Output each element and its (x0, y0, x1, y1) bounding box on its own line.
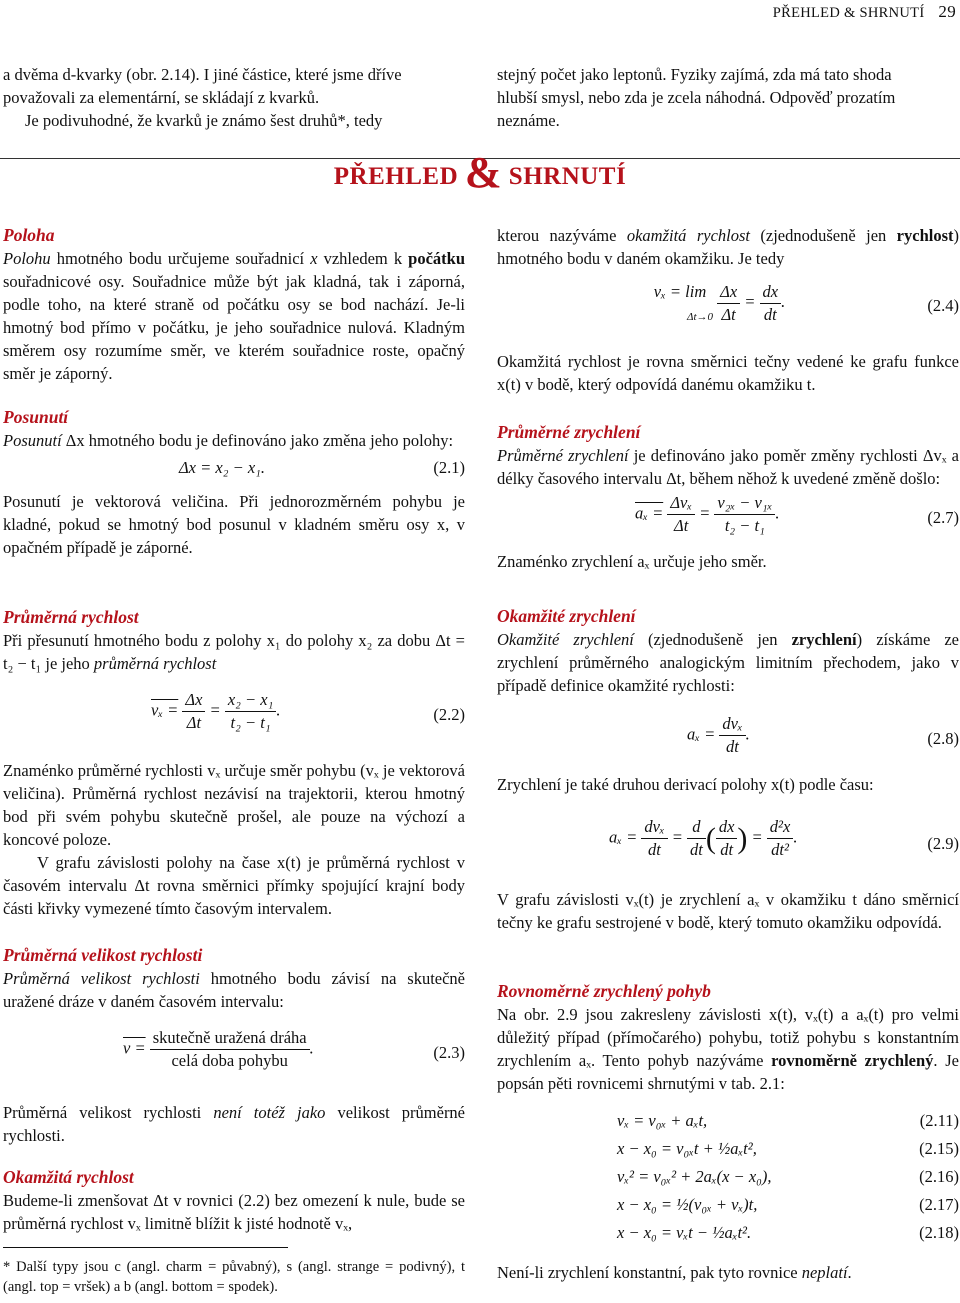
section-title: Posunutí (3, 407, 69, 427)
section-title: Rovnoměrně zrychlený pohyb (497, 981, 711, 1001)
paragraph: Znaménko zrychlení aₓ určuje jeho směr. (497, 552, 767, 571)
section-rovnomerne-zrychleny (497, 980, 959, 1284)
equation-2-15: x − x₀ = v₀ₓt + ½aₓt², (617, 1139, 757, 1158)
running-header-title: PŘEHLED & SHRNUTÍ (772, 5, 925, 21)
banner-title: PŘEHLED & SHRNUTÍ (326, 161, 634, 188)
section-prumerne-zrychleni (497, 421, 959, 573)
paragraph: Znaménko průměrné rychlosti vₓ určuje směr pohybu (vₓ je vektorová veličina). Průměrná rychlost nezávisí na trajektorii, kterou hmotný bod při svém pohybu skutečně prošel, ale pouze na výchozí a koncové poloze. (3, 761, 465, 849)
text-line: a dvěma d-kvarky (obr. 2.14). I jiné částice, které jsme dříve (3, 65, 402, 84)
text-line: Je podivuhodné, že kvarků je známo šest druhů*, tedy (25, 111, 383, 130)
section-okamzita-rychlost (3, 1166, 465, 1235)
top-left-text (3, 63, 465, 132)
paragraph: Zrychlení je také druhou derivací polohy x(t) podle času: (497, 775, 874, 794)
section-title: Průměrná rychlost (3, 607, 139, 627)
section-okamzite-zrychleni (497, 605, 959, 934)
section-poloha (3, 224, 465, 385)
footnote-rule (3, 1247, 288, 1248)
top-right-text (497, 63, 959, 132)
paragraph: Okamžitá rychlost je rovna směrnici tečny vedené ke grafu funkce x(t) v bodě, který odpovídá danému okamžiku t. (497, 352, 959, 394)
paragraph: Na obr. 2.9 jsou zakresleny závislosti x(t), vₓ(t) a aₓ(t) pro velmi důležitý případ (přímočarého) pohybu, totiž pohybu s konstantním zrychlením aₓ. Tento pohyb nazýváme rovnoměrně zrychlený. Je popsán pěti rovnicemi shrnutými v tab. 2.1: (497, 1005, 959, 1093)
paragraph: Průměrné zrychlení je definováno jako poměr změny rychlosti Δvₓ a délky časového intervalu Δt, během něhož k uvedené změně došlo: (497, 446, 959, 488)
paragraph: Průměrná velikost rychlosti hmotného bodu závisí na skutečně uražené dráze v daném časovém intervalu: (3, 969, 465, 1011)
paragraph: V grafu závislosti polohy na čase x(t) je průměrná rychlost v časovém intervalu Δt rovna směrnici přímky spojující krajní body části křivky vymezené tímto časovým intervalem. (3, 853, 465, 918)
equation-2-7: aₓ = $\frac{\text{Δvₓ}}{\Delta t}$ = $\frac{\text{v₂ₓ − v₁ₓ}}{\text{t₂ − t₁}}$ . (2.7) (635, 493, 959, 535)
section-title: Okamžitá rychlost (3, 1167, 134, 1187)
paragraph: V grafu závislosti vₓ(t) je zrychlení aₓ v okamžiku t dáno směrnicí tečny ke grafu sestrojené v bodě, který tomuto okamžiku odpovídá. (497, 890, 959, 932)
section-prumerna-rychlost (3, 606, 465, 920)
equation-list: vₓ = v₀ₓ + aₓt, (2.11) x − x₀ = v₀ₓt + ½aₓt², (2.15) vₓ² = v₀ₓ² + 2aₓ(x − x₀), (2.16) x − x₀ = ½(v₀ₓ + vₓ)t, (2.17) x − x₀ = vₓt − ½aₓt². (2.18) (617, 1111, 959, 1242)
running-header (773, 0, 956, 25)
equation-2-8: aₓ = $\frac{\text{dvₓ}}{dt}$ . (2.8) (687, 714, 959, 756)
equation-2-11: vₓ = v₀ₓ + aₓt, (617, 1111, 708, 1130)
equation-2-3: v = $\frac{\text{skutečně uražená dráha}}{\text{celá doba pohybu}}$ . (2.3) (123, 1028, 465, 1070)
text-line: považovali za elementární, se skládají z kvarků. (3, 88, 320, 107)
section-okamzita-rychlost-cont (497, 224, 959, 396)
text-line: neznáme. (497, 111, 560, 130)
equation-2-2: vₓ = $\frac{\Delta x}{\Delta t}$ = $\frac{\text{x₂ − x₁}}{\text{t₂ − t₁}}$ . (2.2) (151, 690, 465, 732)
footnote: * Další typy jsou c (angl. charm = půvabný), s (angl. strange = podivný), t (angl. top = vršek) a b (angl. bottom = spodek). (3, 1259, 465, 1295)
paragraph: Polohu hmotného bodu určujeme souřadnicí x vzhledem k počátku souřadnicové osy. Souřadnice může být jak kladná, tak i záporná, podle toho, na které straně od počátku osy se bod nachází. Je-li hmotný bod přímo v počátku, je jeho souřadnice nulová. Kladným směrem osy rozumíme směr, ve kterém souřadnice roste, opačný směr je záporný. (3, 249, 466, 383)
paragraph: Posunutí je vektorová veličina. Při jednorozměrném pohybu je kladné, pokud se hmotný bod posunul v kladném směru osy x, v opačném případě je záporné. (3, 492, 465, 557)
equation-2-17: x − x₀ = ½(v₀ₓ + vₓ)t, (617, 1195, 758, 1214)
equation-2-16: vₓ² = v₀ₓ² + 2aₓ(x − x₀), (617, 1167, 772, 1186)
section-title: Průměrné zrychlení (497, 422, 641, 442)
section-banner (0, 148, 960, 201)
paragraph: Okamžité zrychlení (zjednodušeně jen zrychlení) získáme ze zrychlení průměrného analogickým limitním přechodem, jako v případě definice okamžité rychlosti: (497, 630, 959, 695)
paragraph: kterou nazýváme okamžitá rychlost (zjednodušeně jen rychlost) hmotného bodu v daném okamžiku. Je tedy (497, 226, 959, 268)
section-title: Okamžité zrychlení (497, 606, 636, 626)
paragraph: Posunutí Δx hmotného bodu je definováno jako změna jeho polohy: (3, 431, 454, 450)
paragraph: Průměrná velikost rychlosti není totéž jako velikost průměrné rychlosti. (3, 1103, 466, 1145)
section-posunuti (3, 406, 465, 559)
paragraph: Budeme-li zmenšovat Δt v rovnici (2.2) bez omezení k nule, bude se průměrná rychlost vₓ limitně blížit k jisté hodnotě vₓ, (3, 1191, 465, 1233)
section-prumerna-velikost (3, 944, 465, 1147)
section-title: Průměrná velikost rychlosti (3, 945, 203, 965)
equation-2-9: aₓ = $\frac{\text{dvₓ}}{dt}$ = $\frac{d}{dt}$ ( $\frac{dx}{dt}$ ) = $\frac{\text{d²x}}{\text{dt²}}$ . (2.9) (609, 817, 959, 859)
text-line: hlubší smysl, nebo zda je zcela náhodná. Odpověď prozatím (497, 88, 896, 107)
paragraph: Není-li zrychlení konstantní, pak tyto rovnice neplatí. (497, 1263, 852, 1282)
section-title: Poloha (3, 225, 55, 245)
equation-2-1: Δx = x₂ − x₁. (2.1) (179, 458, 465, 477)
equation-2-18: x − x₀ = vₓt − ½aₓt². (617, 1223, 752, 1242)
text-line: stejný počet jako leptonů. Fyziky zajímá, zda má tato shoda (497, 65, 892, 84)
paragraph: Při přesunutí hmotného bodu z polohy x₁ do polohy x₂ za dobu Δt = t₂ − t₁ je jeho průměrná rychlost (3, 631, 465, 673)
page-number: 29 (938, 2, 956, 21)
equation-2-4: vₓ = lim Δt→0 $\frac{\Delta x}{\Delta t}$ = $\frac{dx}{dt}$ . (2.4) (653, 281, 959, 324)
